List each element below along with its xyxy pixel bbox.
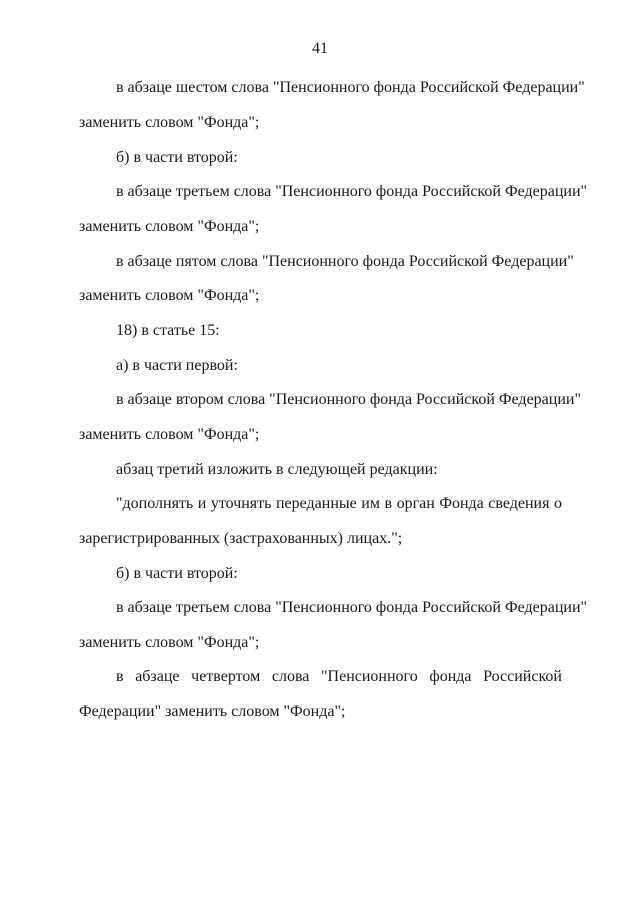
text-line: Федерации" заменить словом "Фонда"; bbox=[79, 703, 346, 720]
text-line: в абзаце третьем слова "Пенсионного фонда Российской Федерации" bbox=[116, 599, 588, 616]
text-line: заменить словом "Фонда"; bbox=[79, 426, 260, 443]
text-line: заменить словом "Фонда"; bbox=[79, 287, 260, 304]
word: абзаце bbox=[135, 668, 180, 685]
text-line-justified bbox=[116, 667, 562, 687]
text-line: заменить словом "Фонда"; bbox=[79, 218, 260, 235]
word: Российской bbox=[483, 668, 562, 685]
text-line: заменить словом "Фонда"; bbox=[79, 634, 260, 651]
text-line: а) в части первой: bbox=[116, 357, 238, 374]
word: фонда bbox=[429, 668, 472, 685]
word: в bbox=[116, 668, 124, 685]
text-line: в абзаце втором слова "Пенсионного фонда Российской Федерации" bbox=[116, 391, 581, 408]
text-line: абзац третий изложить в следующей редакции: bbox=[116, 461, 438, 478]
word: слова bbox=[271, 668, 310, 685]
text-line: в абзаце шестом слова "Пенсионного фонда Российской Федерации" bbox=[116, 79, 585, 96]
text-line: б) в части второй: bbox=[116, 565, 238, 582]
text-line: зарегистрированных (застрахованных) лицах."; bbox=[79, 530, 403, 547]
word: четвертом bbox=[191, 668, 261, 685]
text-line: б) в части второй: bbox=[116, 149, 238, 166]
text-line: 18) в статье 15: bbox=[116, 322, 220, 339]
text-line: в абзаце пятом слова "Пенсионного фонда Российской Федерации" bbox=[116, 253, 574, 270]
page-number: 41 bbox=[312, 40, 328, 57]
text-line: "дополнять и уточнять переданные им в орган Фонда сведения о bbox=[116, 495, 562, 512]
word: "Пенсионного bbox=[321, 668, 418, 685]
text-line: заменить словом "Фонда"; bbox=[79, 114, 260, 131]
text-line: в абзаце третьем слова "Пенсионного фонда Российской Федерации" bbox=[116, 183, 588, 200]
